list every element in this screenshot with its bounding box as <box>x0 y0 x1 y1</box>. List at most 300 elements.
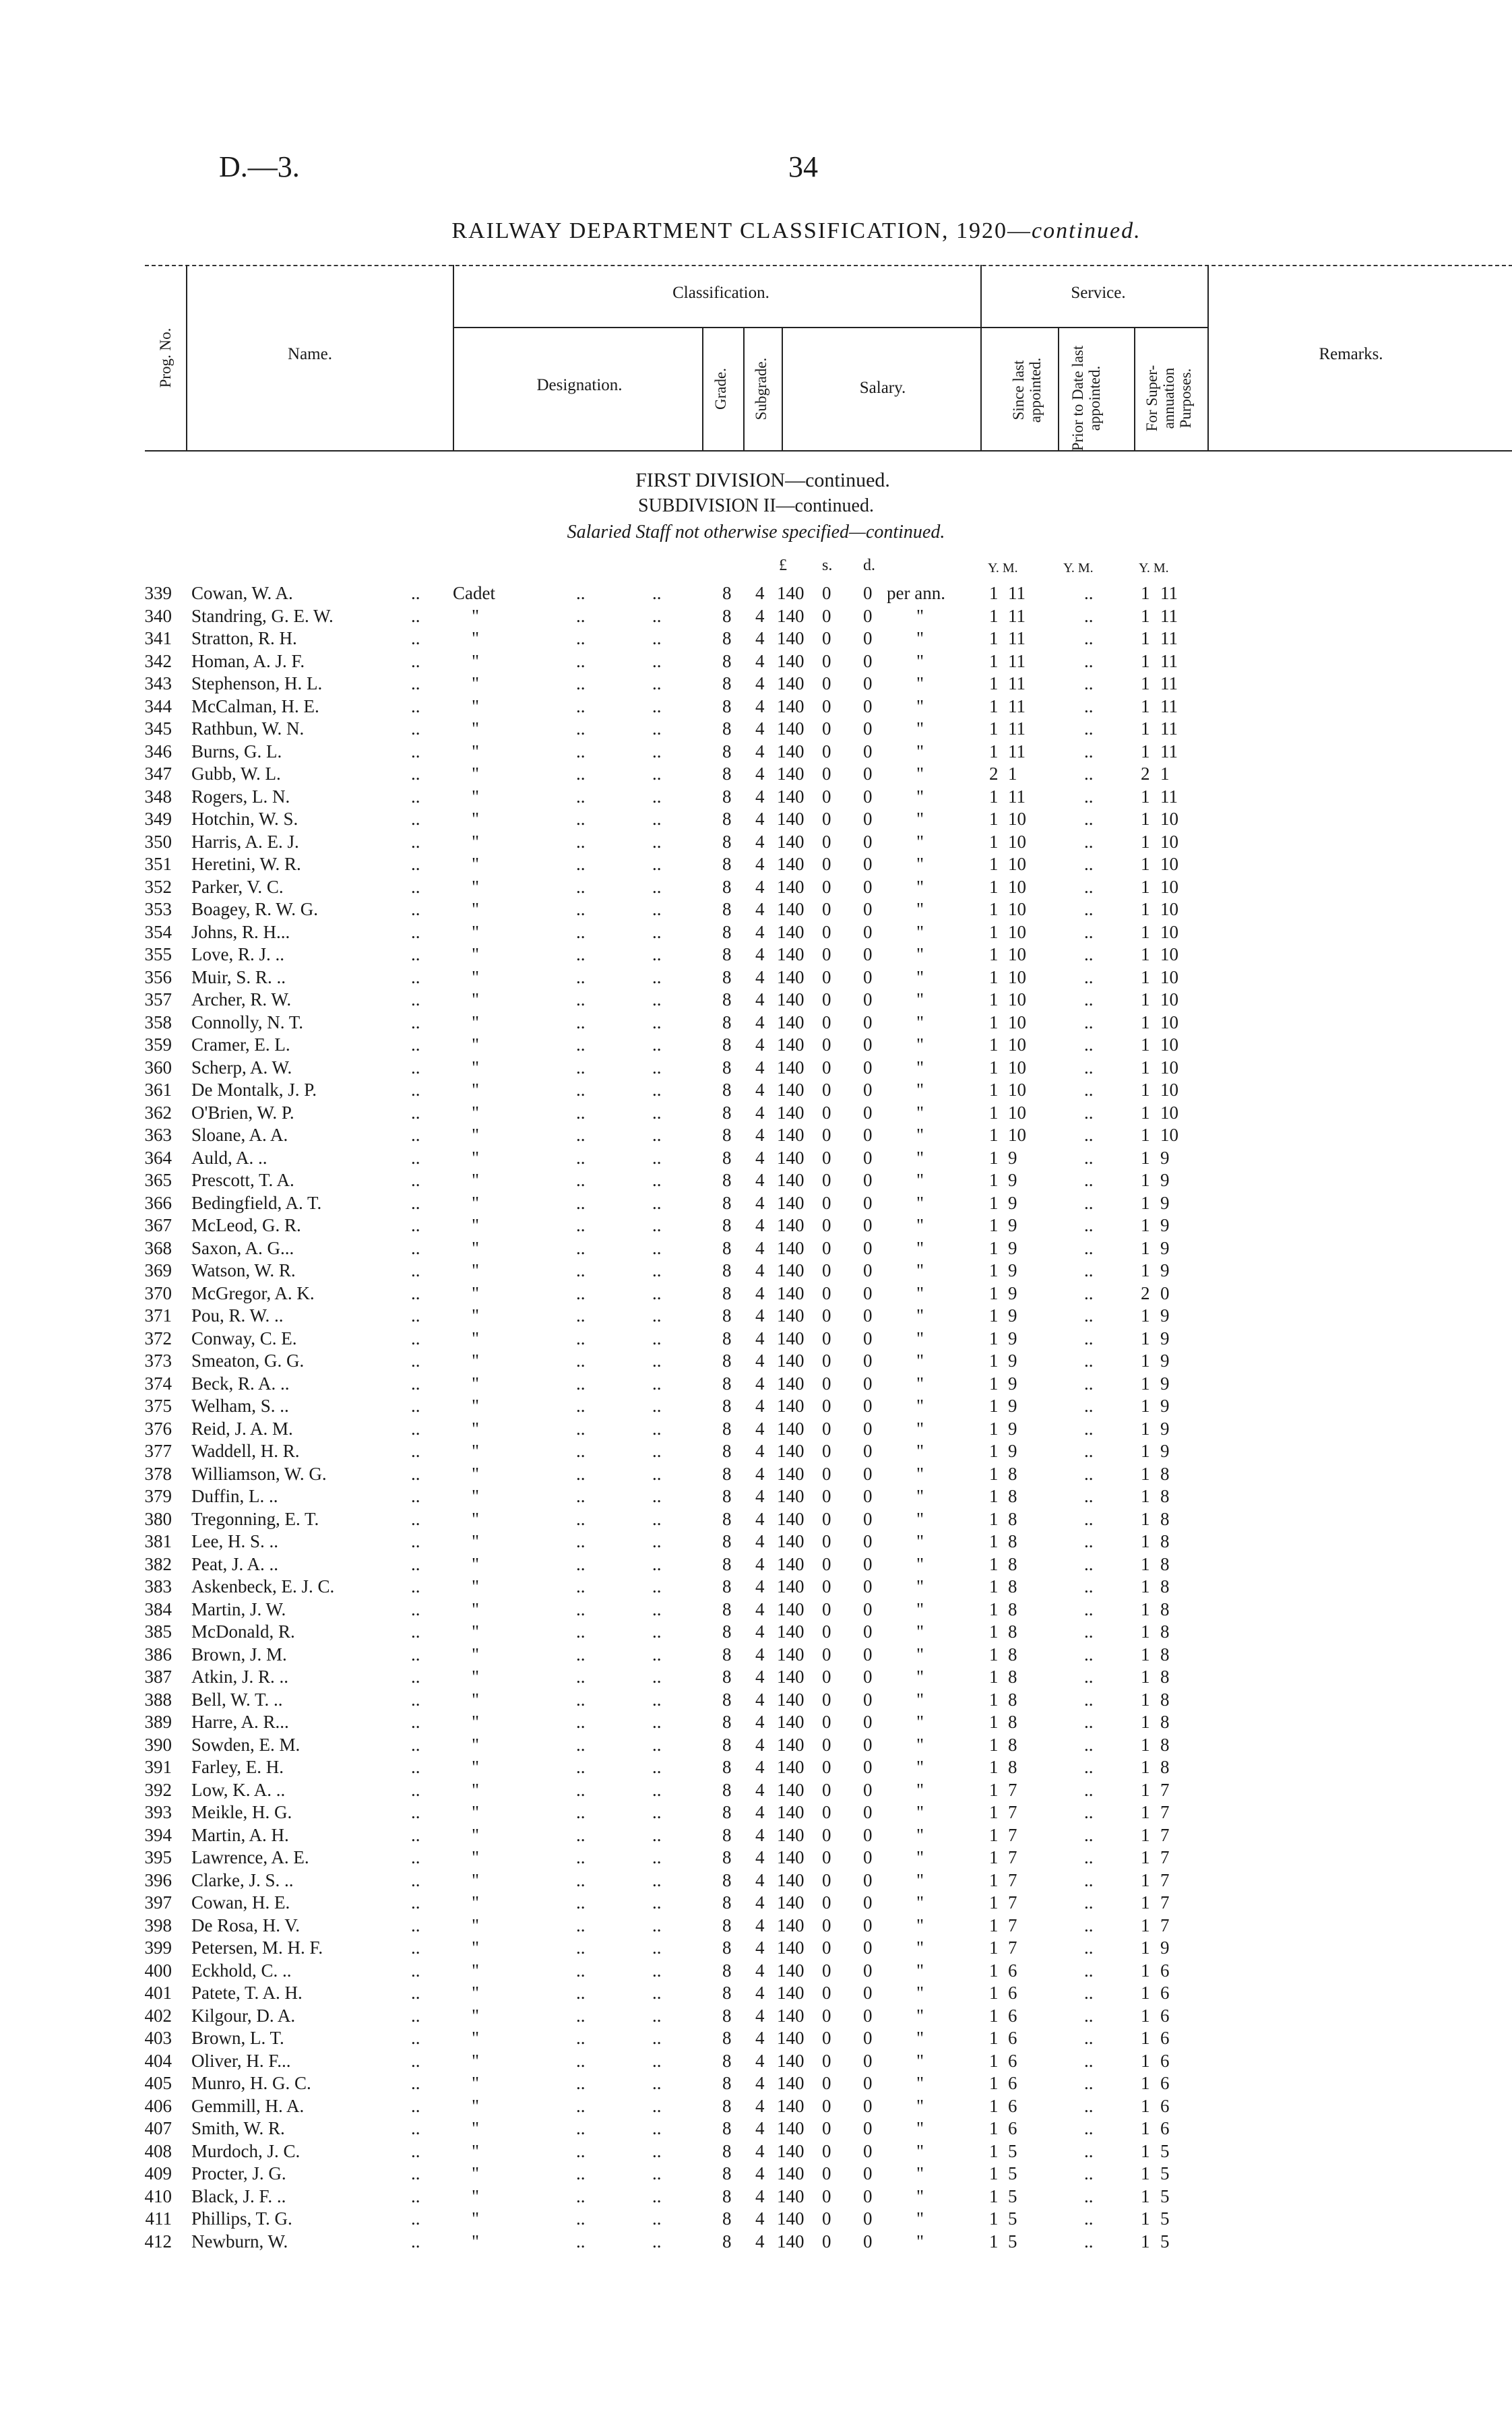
salary-shillings-cell: 0 <box>822 1824 831 1845</box>
prog-no-cell: 389 <box>144 1712 172 1732</box>
prior-empty-leader: .. <box>1084 1034 1094 1055</box>
super-years-cell: 1 <box>1141 1892 1150 1913</box>
salary-period-cell: " <box>916 2028 924 2048</box>
header-name: Name. <box>288 345 332 363</box>
super-years-cell: 1 <box>1141 1667 1150 1687</box>
since-years-cell: 1 <box>989 1576 999 1596</box>
since-years-cell: 1 <box>989 2208 999 2229</box>
since-years-cell: 1 <box>989 2140 999 2161</box>
since-years-cell: 1 <box>989 1667 999 1687</box>
subgrade-cell: 4 <box>755 1824 765 1845</box>
grade-cell: 8 <box>722 1215 732 1235</box>
since-months-cell: 11 <box>1008 650 1026 671</box>
prog-no-cell: 343 <box>144 673 172 693</box>
salary-period-cell: " <box>916 1508 924 1529</box>
since-months-cell: 10 <box>1008 854 1026 874</box>
salary-pence-cell: 0 <box>863 2163 873 2183</box>
designation-leader-1: .. <box>576 2163 586 2183</box>
salary-period-cell: " <box>916 1080 924 1100</box>
grade-cell: 8 <box>722 1396 732 1416</box>
salary-pounds-cell: 140 <box>777 1599 805 1619</box>
name-cell: Auld, A. .. <box>191 1147 267 1168</box>
name-leader: .. <box>411 1305 420 1326</box>
salary-pence-cell: 0 <box>863 1351 873 1371</box>
name-leader: .. <box>411 944 420 964</box>
since-months-cell: 9 <box>1008 1441 1017 1461</box>
subgrade-cell: 4 <box>755 1305 765 1326</box>
designation-cell: " <box>472 921 480 942</box>
salary-pounds-cell: 140 <box>777 2163 805 2183</box>
grade-cell: 8 <box>722 1667 732 1687</box>
salary-period-cell: " <box>916 1892 924 1913</box>
super-months-cell: 8 <box>1160 1463 1170 1484</box>
salary-pounds-cell: 140 <box>777 2005 805 2026</box>
designation-cell: " <box>472 1915 480 1935</box>
table-row <box>0 1260 1512 1282</box>
salary-period-cell: " <box>916 1869 924 1890</box>
since-years-cell: 1 <box>989 1915 999 1935</box>
since-months-cell: 10 <box>1008 944 1026 964</box>
designation-leader-2: .. <box>652 1373 662 1394</box>
super-years-cell: 1 <box>1141 1576 1150 1596</box>
name-leader: .. <box>411 1147 420 1168</box>
name-cell: Stephenson, H. L. <box>191 673 323 693</box>
table-row <box>0 1780 1512 1802</box>
name-cell: Duffin, L. .. <box>191 1486 278 1506</box>
designation-cell: " <box>472 605 480 626</box>
designation-cell: " <box>472 1508 480 1529</box>
table-row <box>0 1712 1512 1734</box>
grade-cell: 8 <box>722 1712 732 1732</box>
designation-cell: " <box>472 1396 480 1416</box>
subgrade-cell: 4 <box>755 1644 765 1665</box>
salary-pence-cell: 0 <box>863 1689 873 1710</box>
grade-cell: 8 <box>722 1192 732 1213</box>
designation-cell: " <box>472 944 480 964</box>
salary-period-cell: " <box>916 2005 924 2026</box>
super-years-cell: 1 <box>1141 1102 1150 1123</box>
name-cell: Harris, A. E. J. <box>191 831 299 852</box>
prog-no-cell: 387 <box>144 1667 172 1687</box>
since-months-cell: 8 <box>1008 1712 1017 1732</box>
subgrade-cell: 4 <box>755 1328 765 1348</box>
designation-leader-2: .. <box>652 1125 662 1145</box>
salary-shillings-cell: 0 <box>822 876 831 897</box>
prior-empty-leader: .. <box>1084 966 1094 987</box>
designation-leader-1: .. <box>576 1125 586 1145</box>
table-row <box>0 1892 1512 1915</box>
super-years-cell: 1 <box>1141 1237 1150 1258</box>
table-row <box>0 1125 1512 1147</box>
since-months-cell: 1 <box>1008 764 1017 784</box>
salary-pence-cell: 0 <box>863 2095 873 2116</box>
salary-pounds-cell: 140 <box>777 2095 805 2116</box>
salary-pence-cell: 0 <box>863 1373 873 1394</box>
since-months-cell: 10 <box>1008 966 1026 987</box>
designation-leader-2: .. <box>652 605 662 626</box>
designation-cell: " <box>472 1667 480 1687</box>
designation-leader-1: .. <box>576 921 586 942</box>
subgrade-cell: 4 <box>755 2140 765 2161</box>
prior-empty-leader: .. <box>1084 1192 1094 1213</box>
designation-cell: " <box>472 899 480 919</box>
super-months-cell: 5 <box>1160 2208 1170 2229</box>
since-years-cell: 1 <box>989 899 999 919</box>
since-years-cell: 1 <box>989 1621 999 1642</box>
designation-cell: " <box>472 876 480 897</box>
salary-shillings-cell: 0 <box>822 1644 831 1665</box>
super-months-cell: 11 <box>1160 628 1178 648</box>
salary-period-cell: " <box>916 718 924 739</box>
unit-ym-since: Y. M. <box>988 561 1018 576</box>
subgrade-cell: 4 <box>755 2185 765 2206</box>
grade-cell: 8 <box>722 809 732 829</box>
prog-no-cell: 356 <box>144 966 172 987</box>
subgrade-cell: 4 <box>755 1712 765 1732</box>
grade-cell: 8 <box>722 1418 732 1439</box>
salary-shillings-cell: 0 <box>822 1712 831 1732</box>
grade-cell: 8 <box>722 1034 732 1055</box>
super-years-cell: 1 <box>1141 989 1150 1010</box>
prior-empty-leader: .. <box>1084 876 1094 897</box>
prog-no-cell: 352 <box>144 876 172 897</box>
subgrade-cell: 4 <box>755 695 765 716</box>
grade-cell: 8 <box>722 831 732 852</box>
since-months-cell: 5 <box>1008 2163 1017 2183</box>
subgrade-cell: 4 <box>755 718 765 739</box>
designation-cell: " <box>472 1553 480 1574</box>
super-months-cell: 6 <box>1160 2050 1170 2071</box>
designation-leader-1: .. <box>576 831 586 852</box>
salary-shillings-cell: 0 <box>822 1305 831 1326</box>
salary-pounds-cell: 140 <box>777 809 805 829</box>
grade-cell: 8 <box>722 1802 732 1822</box>
subgrade-cell: 4 <box>755 1599 765 1619</box>
prog-no-cell: 408 <box>144 2140 172 2161</box>
super-months-cell: 9 <box>1160 1215 1170 1235</box>
name-leader: .. <box>411 1192 420 1213</box>
salary-pence-cell: 0 <box>863 1553 873 1574</box>
salary-pence-cell: 0 <box>863 876 873 897</box>
grade-cell: 8 <box>722 1869 732 1890</box>
prior-empty-leader: .. <box>1084 1937 1094 1958</box>
prog-no-cell: 396 <box>144 1869 172 1890</box>
designation-leader-2: .. <box>652 1170 662 1190</box>
designation-cell: " <box>472 1644 480 1665</box>
table-row <box>0 2096 1512 2118</box>
designation-leader-2: .. <box>652 1147 662 1168</box>
table-row <box>0 1531 1512 1553</box>
since-months-cell: 10 <box>1008 1034 1026 1055</box>
designation-leader-1: .. <box>576 2231 586 2252</box>
super-years-cell: 1 <box>1141 2118 1150 2138</box>
page-number: 34 <box>788 150 818 183</box>
since-years-cell: 1 <box>989 876 999 897</box>
designation-leader-2: .. <box>652 1576 662 1596</box>
subgrade-cell: 4 <box>755 2073 765 2093</box>
salary-pence-cell: 0 <box>863 989 873 1010</box>
designation-leader-1: .. <box>576 1351 586 1371</box>
designation-leader-1: .. <box>576 854 586 874</box>
super-years-cell: 1 <box>1141 1734 1150 1755</box>
unit-ym-prior: Y. M. <box>1063 561 1094 576</box>
super-years-cell: 1 <box>1141 1125 1150 1145</box>
prior-empty-leader: .. <box>1084 1599 1094 1619</box>
salary-shillings-cell: 0 <box>822 1508 831 1529</box>
salary-pence-cell: 0 <box>863 2208 873 2229</box>
salary-shillings-cell: 0 <box>822 1328 831 1348</box>
since-years-cell: 1 <box>989 1712 999 1732</box>
super-years-cell: 1 <box>1141 1328 1150 1348</box>
salary-pence-cell: 0 <box>863 2185 873 2206</box>
since-years-cell: 1 <box>989 966 999 987</box>
designation-leader-2: .. <box>652 786 662 807</box>
name-leader: .. <box>411 764 420 784</box>
name-cell: Rogers, L. N. <box>191 786 290 807</box>
super-months-cell: 8 <box>1160 1531 1170 1551</box>
grade-cell: 8 <box>722 1147 732 1168</box>
designation-leader-2: .. <box>652 809 662 829</box>
salary-shillings-cell: 0 <box>822 854 831 874</box>
subgrade-cell: 4 <box>755 583 765 603</box>
since-years-cell: 1 <box>989 1734 999 1755</box>
name-cell: Oliver, H. F... <box>191 2050 291 2071</box>
since-months-cell: 9 <box>1008 1418 1017 1439</box>
super-years-cell: 1 <box>1141 1057 1150 1078</box>
since-years-cell: 1 <box>989 1869 999 1890</box>
salary-pence-cell: 0 <box>863 921 873 942</box>
name-leader: .. <box>411 1531 420 1551</box>
name-cell: Petersen, M. H. F. <box>191 1937 323 1958</box>
salary-period-cell: " <box>916 1553 924 1574</box>
super-months-cell: 10 <box>1160 989 1178 1010</box>
salary-pounds-cell: 140 <box>777 1960 805 1981</box>
designation-cell: " <box>472 1802 480 1822</box>
name-cell: Gubb, W. L. <box>191 764 281 784</box>
name-cell: Bell, W. T. .. <box>191 1689 283 1710</box>
title-continued: continued. <box>1032 218 1141 243</box>
salary-period-cell: " <box>916 1779 924 1800</box>
super-months-cell: 9 <box>1160 1305 1170 1326</box>
salary-pounds-cell: 140 <box>777 2028 805 2048</box>
super-years-cell: 1 <box>1141 1847 1150 1867</box>
super-months-cell: 6 <box>1160 1960 1170 1981</box>
super-months-cell: 7 <box>1160 1915 1170 1935</box>
since-months-cell: 6 <box>1008 1983 1017 2003</box>
salary-pence-cell: 0 <box>863 1508 873 1529</box>
designation-leader-1: .. <box>576 1576 586 1596</box>
table-row <box>0 1825 1512 1847</box>
since-years-cell: 1 <box>989 1779 999 1800</box>
salary-shillings-cell: 0 <box>822 809 831 829</box>
salary-period-cell: " <box>916 764 924 784</box>
salary-pence-cell: 0 <box>863 1192 873 1213</box>
since-months-cell: 9 <box>1008 1237 1017 1258</box>
since-months-cell: 10 <box>1008 809 1026 829</box>
super-years-cell: 1 <box>1141 1937 1150 1958</box>
salary-pounds-cell: 140 <box>777 695 805 716</box>
super-months-cell: 6 <box>1160 2028 1170 2048</box>
salary-pence-cell: 0 <box>863 1937 873 1958</box>
name-cell: Sowden, E. M. <box>191 1734 301 1755</box>
prior-empty-leader: .. <box>1084 2005 1094 2026</box>
since-years-cell: 1 <box>989 673 999 693</box>
since-months-cell: 6 <box>1008 2073 1017 2093</box>
super-years-cell: 1 <box>1141 1508 1150 1529</box>
salary-period-cell: " <box>916 1034 924 1055</box>
name-leader: .. <box>411 1282 420 1303</box>
name-leader: .. <box>411 1215 420 1235</box>
subgrade-cell: 4 <box>755 2095 765 2116</box>
subgrade-cell: 4 <box>755 899 765 919</box>
salary-shillings-cell: 0 <box>822 628 831 648</box>
name-leader: .. <box>411 1667 420 1687</box>
prior-empty-leader: .. <box>1084 695 1094 716</box>
designation-leader-2: .. <box>652 1463 662 1484</box>
designation-cell: " <box>472 1689 480 1710</box>
since-months-cell: 6 <box>1008 1960 1017 1981</box>
name-cell: Murdoch, J. C. <box>191 2140 301 2161</box>
grade-cell: 8 <box>722 741 732 762</box>
name-cell: Low, K. A. .. <box>191 1779 286 1800</box>
salary-pounds-cell: 140 <box>777 921 805 942</box>
table-row <box>0 718 1512 741</box>
prior-empty-leader: .. <box>1084 1712 1094 1732</box>
subgrade-cell: 4 <box>755 1531 765 1551</box>
super-years-cell: 1 <box>1141 1486 1150 1506</box>
name-leader: .. <box>411 921 420 942</box>
designation-leader-1: .. <box>576 1847 586 1867</box>
designation-cell: " <box>472 1599 480 1619</box>
designation-leader-2: .. <box>652 764 662 784</box>
name-cell: Procter, J. G. <box>191 2163 286 2183</box>
salary-shillings-cell: 0 <box>822 1282 831 1303</box>
salary-period-cell: " <box>916 989 924 1010</box>
table-row <box>0 2073 1512 2095</box>
name-leader: .. <box>411 1621 420 1642</box>
prog-no-cell: 360 <box>144 1057 172 1078</box>
salary-pounds-cell: 140 <box>777 1915 805 1935</box>
name-cell: Heretini, W. R. <box>191 854 301 874</box>
grade-cell: 8 <box>722 1960 732 1981</box>
header-grade: Grade. <box>712 368 729 410</box>
name-cell: Prescott, T. A. <box>191 1170 294 1190</box>
prog-no-cell: 385 <box>144 1621 172 1642</box>
grade-cell: 8 <box>722 966 732 987</box>
prog-no-cell: 368 <box>144 1237 172 1258</box>
salary-period-cell: " <box>916 2140 924 2161</box>
prior-empty-leader: .. <box>1084 2208 1094 2229</box>
super-years-cell: 1 <box>1141 718 1150 739</box>
name-leader: .. <box>411 741 420 762</box>
designation-leader-1: .. <box>576 989 586 1010</box>
salary-pounds-cell: 140 <box>777 1644 805 1665</box>
designation-leader-1: .. <box>576 1192 586 1213</box>
subgrade-cell: 4 <box>755 1125 765 1145</box>
salary-pounds-cell: 140 <box>777 1937 805 1958</box>
name-leader: .. <box>411 2095 420 2116</box>
designation-leader-1: .. <box>576 1260 586 1280</box>
super-months-cell: 6 <box>1160 1983 1170 2003</box>
super-years-cell: 1 <box>1141 2073 1150 2093</box>
since-months-cell: 8 <box>1008 1689 1017 1710</box>
salary-pence-cell: 0 <box>863 1237 873 1258</box>
salary-pence-cell: 0 <box>863 1667 873 1687</box>
designation-leader-2: .. <box>652 2073 662 2093</box>
prog-no-cell: 346 <box>144 741 172 762</box>
salary-pence-cell: 0 <box>863 1757 873 1777</box>
prog-no-cell: 367 <box>144 1215 172 1235</box>
prog-no-cell: 375 <box>144 1396 172 1416</box>
designation-cell: " <box>472 1892 480 1913</box>
designation-leader-2: .. <box>652 1734 662 1755</box>
grade-cell: 8 <box>722 1757 732 1777</box>
salary-pence-cell: 0 <box>863 1892 873 1913</box>
grade-cell: 8 <box>722 2118 732 2138</box>
super-months-cell: 1 <box>1160 764 1170 784</box>
prior-empty-leader: .. <box>1084 628 1094 648</box>
salary-shillings-cell: 0 <box>822 2163 831 2183</box>
designation-leader-1: .. <box>576 1779 586 1800</box>
name-leader: .. <box>411 1983 420 2003</box>
prog-no-cell: 406 <box>144 2095 172 2116</box>
name-cell: Clarke, J. S. .. <box>191 1869 294 1890</box>
salary-shillings-cell: 0 <box>822 1486 831 1506</box>
designation-cell: " <box>472 2140 480 2161</box>
designation-cell: " <box>472 2208 480 2229</box>
name-leader: .. <box>411 1644 420 1665</box>
salary-period-cell: " <box>916 673 924 693</box>
name-cell: Peat, J. A. .. <box>191 1553 279 1574</box>
prog-no-cell: 388 <box>144 1689 172 1710</box>
name-leader: .. <box>411 831 420 852</box>
salary-pence-cell: 0 <box>863 673 873 693</box>
prior-empty-leader: .. <box>1084 1328 1094 1348</box>
subgrade-cell: 4 <box>755 1734 765 1755</box>
name-leader: .. <box>411 1102 420 1123</box>
designation-cell: " <box>472 1486 480 1506</box>
since-months-cell: 6 <box>1008 2028 1017 2048</box>
name-cell: Waddell, H. R. <box>191 1441 300 1461</box>
since-months-cell: 5 <box>1008 2185 1017 2206</box>
salary-pounds-cell: 140 <box>777 966 805 987</box>
designation-cell: " <box>472 1147 480 1168</box>
salary-shillings-cell: 0 <box>822 1531 831 1551</box>
salary-shillings-cell: 0 <box>822 1215 831 1235</box>
since-years-cell: 1 <box>989 1599 999 1619</box>
table-row <box>0 1148 1512 1170</box>
salary-pence-cell: 0 <box>863 1621 873 1642</box>
prog-no-cell: 364 <box>144 1147 172 1168</box>
designation-leader-1: .. <box>576 2140 586 2161</box>
grade-cell: 8 <box>722 1373 732 1394</box>
subgrade-cell: 4 <box>755 1553 765 1574</box>
salary-pounds-cell: 140 <box>777 1779 805 1800</box>
name-leader: .. <box>411 966 420 987</box>
designation-leader-1: .. <box>576 650 586 671</box>
since-years-cell: 1 <box>989 2028 999 2048</box>
table-row <box>0 1509 1512 1531</box>
name-leader: .. <box>411 1779 420 1800</box>
prior-empty-leader: .. <box>1084 1102 1094 1123</box>
grade-cell: 8 <box>722 1305 732 1326</box>
salary-shillings-cell: 0 <box>822 1599 831 1619</box>
since-years-cell: 1 <box>989 2185 999 2206</box>
name-cell: Kilgour, D. A. <box>191 2005 296 2026</box>
name-leader: .. <box>411 1441 420 1461</box>
prior-empty-leader: .. <box>1084 1847 1094 1867</box>
since-months-cell: 11 <box>1008 628 1026 648</box>
